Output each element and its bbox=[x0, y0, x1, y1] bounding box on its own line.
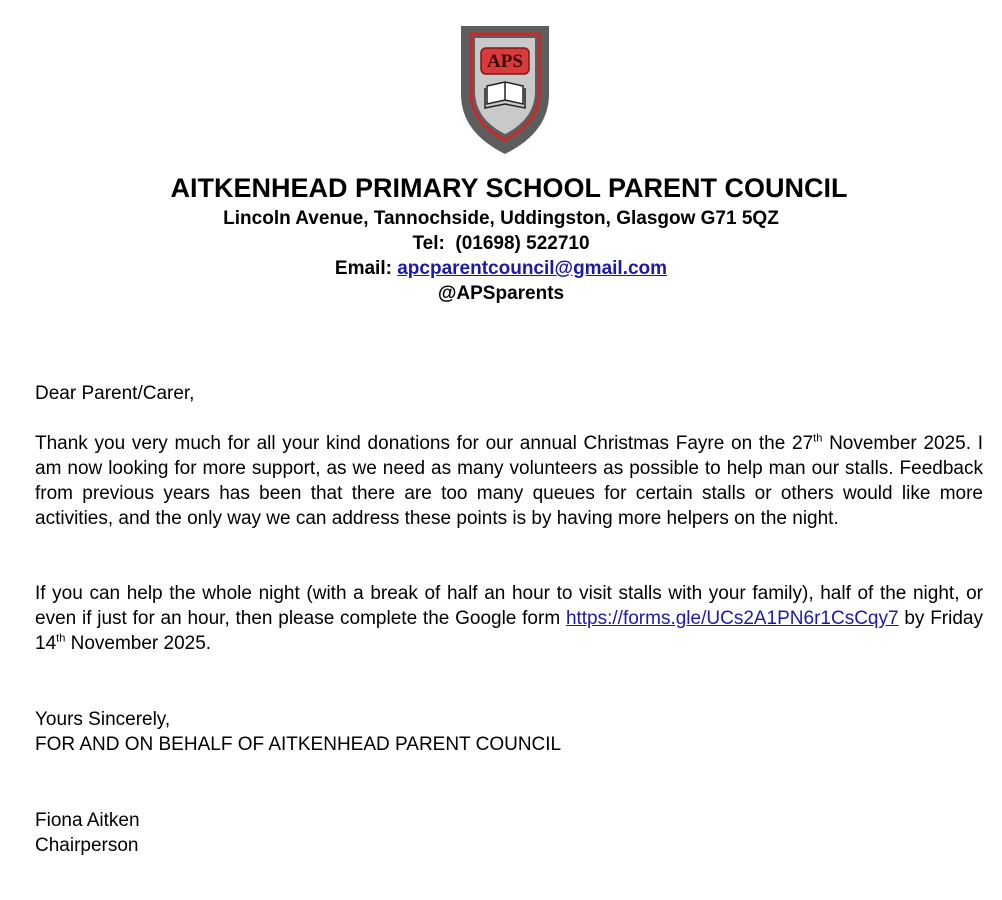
closing-block bbox=[35, 707, 983, 757]
school-crest-logo bbox=[459, 24, 551, 156]
council-address: Lincoln Avenue, Tannochside, Uddingston, Glasgow G71 5QZ bbox=[223, 208, 779, 229]
para2-ordinal: th bbox=[56, 632, 66, 645]
council-email bbox=[0, 256, 1002, 281]
paragraph-volunteer-request bbox=[35, 581, 983, 656]
para2-text-end: November 2025. bbox=[65, 633, 212, 654]
signatory-name: Fiona Aitken bbox=[35, 810, 140, 831]
email-link[interactable]: apcparentcouncil@gmail.com bbox=[397, 258, 668, 279]
para2-text-start: If you can help the whole night (with a break of half an hour to visit stalls with your family), half of the night, or even if just for an hour, then please complete the Google form bbox=[35, 583, 983, 629]
paragraph-donations bbox=[35, 431, 983, 531]
tel-value: (01698) 522710 bbox=[455, 233, 590, 254]
council-telephone bbox=[0, 231, 1002, 256]
signatory-role: Chairperson bbox=[35, 835, 139, 856]
crest-letters: APS bbox=[487, 51, 523, 72]
closing-yours-sincerely: Yours Sincerely, bbox=[35, 709, 171, 730]
para1-text-end: November 2025. I am now looking for more support, as we need as many volunteers as possible to help man our stalls. Feedback from previous years has been that there are too many queues for certain stalls or others would like more activities, and the only way we can address these points is by having more helpers on the night. bbox=[35, 433, 983, 529]
google-form-link[interactable]: https://forms.gle/UCs2A1PN6r1CsCqy7 bbox=[565, 608, 899, 629]
twitter-handle: @APSparents bbox=[437, 283, 565, 304]
signatory-block bbox=[35, 808, 983, 858]
email-label: Email: bbox=[334, 258, 392, 279]
council-title: AITKENHEAD PRIMARY SCHOOL PARENT COUNCIL bbox=[170, 173, 848, 203]
para2-text-middle: by Friday 14 bbox=[35, 608, 983, 654]
para1-text-start: Thank you very much for all your kind donations for our annual Christmas Fayre on the 27 bbox=[35, 433, 814, 454]
tel-label: Tel: bbox=[412, 233, 445, 254]
para1-ordinal: th bbox=[813, 432, 823, 445]
salutation: Dear Parent/Carer, bbox=[35, 383, 195, 404]
closing-on-behalf: FOR AND ON BEHALF OF AITKENHEAD PARENT COUNCIL bbox=[35, 734, 562, 755]
